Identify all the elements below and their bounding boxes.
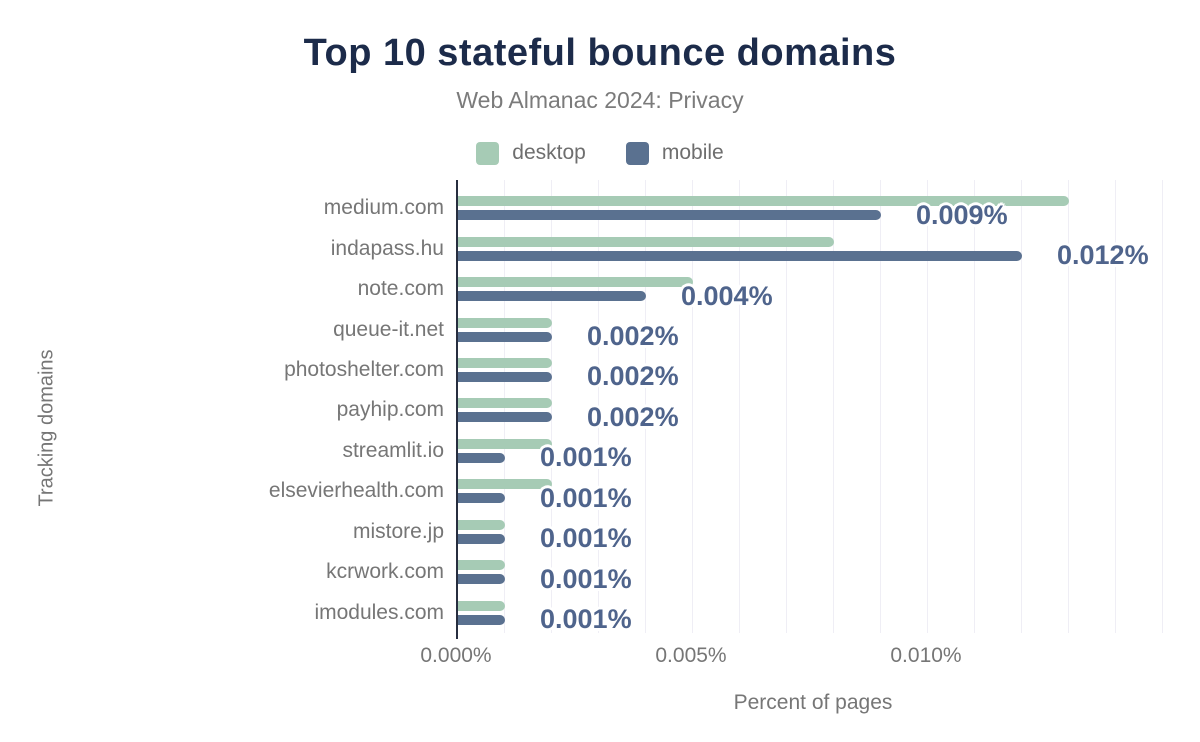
mobile-bar-line (458, 401, 1170, 432)
chart-title: Top 10 stateful bounce domains (303, 32, 897, 74)
x-tick-label: 0.010% (890, 644, 962, 667)
bar-group-row (458, 431, 1170, 471)
bar-group-row (458, 512, 1170, 552)
value-label: 0.001% (540, 442, 632, 473)
mobile-bar (458, 412, 552, 422)
category-label: queue-it.net (333, 317, 444, 341)
desktop-bar (458, 520, 505, 530)
value-label: 0.012% (1057, 240, 1149, 271)
mobile-bar (458, 332, 552, 342)
category-label: streamlit.io (342, 438, 444, 462)
mobile-bar-line (458, 361, 1170, 392)
value-label: 0.002% (587, 361, 679, 392)
category-label: note.com (357, 277, 444, 301)
x-axis-title: Percent of pages (733, 691, 893, 714)
value-label: 0.004% (681, 280, 773, 311)
category-labels (0, 188, 444, 633)
mobile-bar (458, 615, 505, 625)
mobile-bar-line (458, 604, 1170, 635)
legend (0, 141, 1200, 165)
mobile-bar (458, 372, 552, 382)
bar-group-row (458, 228, 1170, 271)
mobile-bar (458, 210, 881, 220)
bar-group-row (458, 592, 1170, 635)
value-label: 0.001% (540, 563, 632, 594)
mobile-bar (458, 251, 1022, 261)
bar-group-row (458, 552, 1170, 592)
mobile-bar-line (458, 482, 1170, 513)
bar-group-row (458, 188, 1170, 228)
category-label: elsevierhealth.com (268, 479, 444, 503)
value-label: 0.001% (540, 604, 632, 635)
desktop-bar (458, 601, 505, 611)
mobile-bar-line (458, 199, 1170, 230)
x-ticks (420, 644, 1170, 668)
desktop-bar (458, 277, 693, 287)
category-label: medium.com (323, 196, 444, 220)
desktop-bar (458, 560, 505, 570)
mobile-bar (458, 291, 646, 301)
category-label: photoshelter.com (284, 357, 444, 381)
plot-area (456, 180, 1170, 633)
legend-label-desktop: desktop (512, 141, 586, 164)
category-label: kcrwork.com (326, 560, 444, 584)
category-label: payhip.com (336, 398, 444, 422)
mobile-bar (458, 453, 505, 463)
mobile-bar-line (458, 563, 1170, 594)
category-label: mistore.jp (352, 519, 444, 543)
desktop-bar (458, 439, 552, 449)
category-label: indapass.hu (330, 236, 444, 260)
x-tick-label: 0.000% (420, 644, 492, 667)
mobile-bar-line (458, 280, 1170, 311)
bar-group-row (458, 471, 1170, 511)
value-label: 0.002% (587, 401, 679, 432)
bar-group-row (458, 269, 1170, 309)
desktop-bar (458, 318, 552, 328)
x-axis-tick-mark (456, 633, 458, 639)
value-label: 0.002% (587, 321, 679, 352)
mobile-bar-line (458, 442, 1170, 473)
bar-group-row (458, 350, 1170, 390)
legend-item-desktop (476, 141, 586, 165)
mobile-bar-line (458, 321, 1170, 352)
mobile-bar (458, 534, 505, 544)
desktop-bar (458, 479, 552, 489)
legend-label-mobile: mobile (661, 141, 724, 164)
x-tick-label: 0.005% (655, 644, 727, 667)
desktop-bar (458, 398, 552, 408)
value-label: 0.001% (540, 482, 632, 513)
value-label: 0.009% (916, 199, 1008, 230)
chart-subtitle: Web Almanac 2024: Privacy (456, 87, 744, 113)
legend-item-mobile (626, 141, 724, 165)
desktop-bar (458, 358, 552, 368)
desktop-swatch-icon (476, 142, 499, 165)
bar-group-row (458, 390, 1170, 430)
mobile-bar (458, 574, 505, 584)
desktop-bar (458, 237, 834, 247)
y-axis-title: Tracking domains (35, 349, 58, 507)
mobile-bar (458, 493, 505, 503)
mobile-bar-line (458, 240, 1170, 271)
value-label: 0.001% (540, 523, 632, 554)
mobile-bar-line (458, 523, 1170, 554)
category-label: imodules.com (314, 600, 444, 624)
mobile-swatch-icon (626, 142, 649, 165)
bar-group-row (458, 309, 1170, 352)
